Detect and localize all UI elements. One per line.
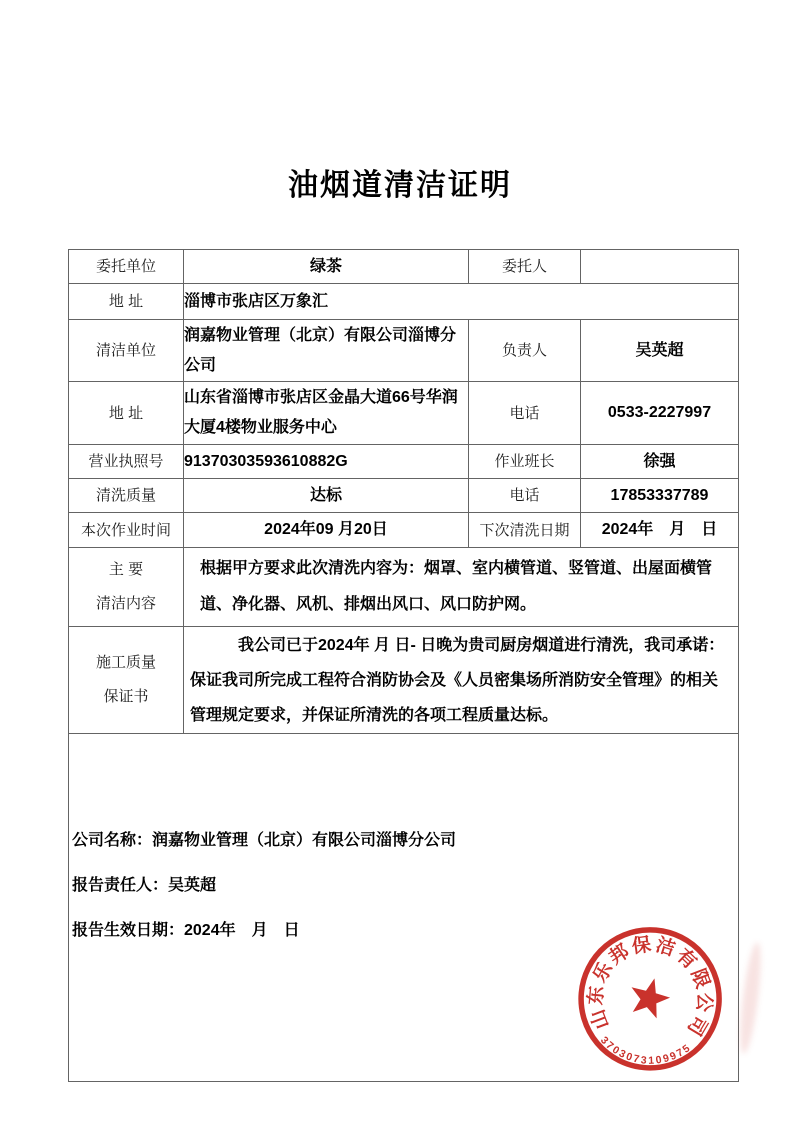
table-row	[69, 513, 739, 548]
label-current-work-date: 本次作业时间	[69, 513, 184, 548]
certificate-table	[68, 249, 739, 1082]
label-entrusting-unit: 委托单位	[69, 250, 184, 284]
quality-guarantee-text: 我公司已于2024年 月 日- 日晚为贵司厨房烟道进行清洗，我司承诺：保证我司所完成工程符合消防协会及《人员密集场所消防安全管理》的相关管理规定要求，并保证所清洗的各项工程质量达标。	[190, 636, 725, 724]
value-main-cleaning-content	[184, 548, 739, 627]
document-title: 油烟道清洁证明	[288, 169, 512, 202]
value-phone-2: 17853337789	[581, 479, 739, 513]
table-row	[69, 382, 739, 445]
value-cleaning-quality: 达标	[184, 479, 469, 513]
label-entrusting-person: 委托人	[469, 250, 581, 284]
value-cleaner-address: 山东省淄博市张店区金晶大道66号华润大厦4楼物业服务中心	[184, 382, 469, 445]
value-responsible-person: 吴英超	[581, 320, 739, 382]
value-next-cleaning-date: 2024年 月 日	[581, 513, 739, 548]
stamp-company-arc-text: 山东乐邦保洁有限公司	[585, 934, 715, 1041]
label-main-line2: 清洁内容	[95, 595, 156, 612]
table-row	[69, 320, 739, 382]
value-quality-guarantee	[184, 627, 739, 734]
stamp-code-arc-text: 3703073109975	[597, 1034, 694, 1067]
footer-block	[72, 830, 738, 942]
label-phone-2: 电话	[469, 479, 581, 513]
label-guarantee-line2: 保证书	[103, 688, 149, 705]
label-phone: 电话	[469, 382, 581, 445]
value-phone: 0533-2227997	[581, 382, 739, 445]
table-row	[69, 548, 739, 627]
value-business-license: 91370303593610882G	[184, 445, 469, 479]
value-cleaning-unit: 润嘉物业管理（北京）有限公司淄博分公司	[184, 320, 469, 382]
table-row	[69, 445, 739, 479]
value-client-address: 淄博市张店区万象汇	[184, 284, 739, 320]
label-main-line1: 主 要	[108, 561, 144, 578]
label-guarantee-line1: 施工质量	[95, 654, 156, 671]
label-quality-guarantee	[69, 627, 184, 734]
label-team-leader: 作业班长	[469, 445, 581, 479]
label-cleaner-address: 地 址	[69, 382, 184, 445]
label-main-cleaning-content	[69, 548, 184, 627]
stamp-ink-smudge	[736, 942, 765, 1055]
label-business-license: 营业执照号	[69, 445, 184, 479]
value-entrusting-unit: 绿茶	[184, 250, 469, 284]
table-row	[69, 479, 739, 513]
footer-company-name-line: 公司名称：润嘉物业管理（北京）有限公司淄博分公司	[72, 832, 457, 849]
table-row	[69, 250, 739, 284]
label-client-address: 地 址	[69, 284, 184, 320]
table-row	[69, 734, 739, 1082]
label-next-cleaning-date: 下次清洗日期	[469, 513, 581, 548]
table-row	[69, 627, 739, 734]
value-team-leader: 徐强	[581, 445, 739, 479]
value-current-work-date: 2024年09 月20日	[184, 513, 469, 548]
main-cleaning-content-text: 根据甲方要求此次清洗内容为：烟罩、室内横管道、竖管道、出屋面横管道、净化器、风机、排烟出风口、风口防护网。	[200, 560, 713, 613]
label-responsible-person: 负责人	[469, 320, 581, 382]
table-row	[69, 284, 739, 320]
footer-responsible-line: 报告责任人：吴英超	[72, 877, 217, 894]
footer-effective-date-line: 报告生效日期：2024年 月 日	[72, 922, 300, 939]
value-entrusting-person	[581, 250, 739, 284]
label-cleaning-unit: 清洁单位	[69, 320, 184, 382]
footer-cell	[69, 734, 739, 1082]
label-cleaning-quality: 清洗质量	[69, 479, 184, 513]
